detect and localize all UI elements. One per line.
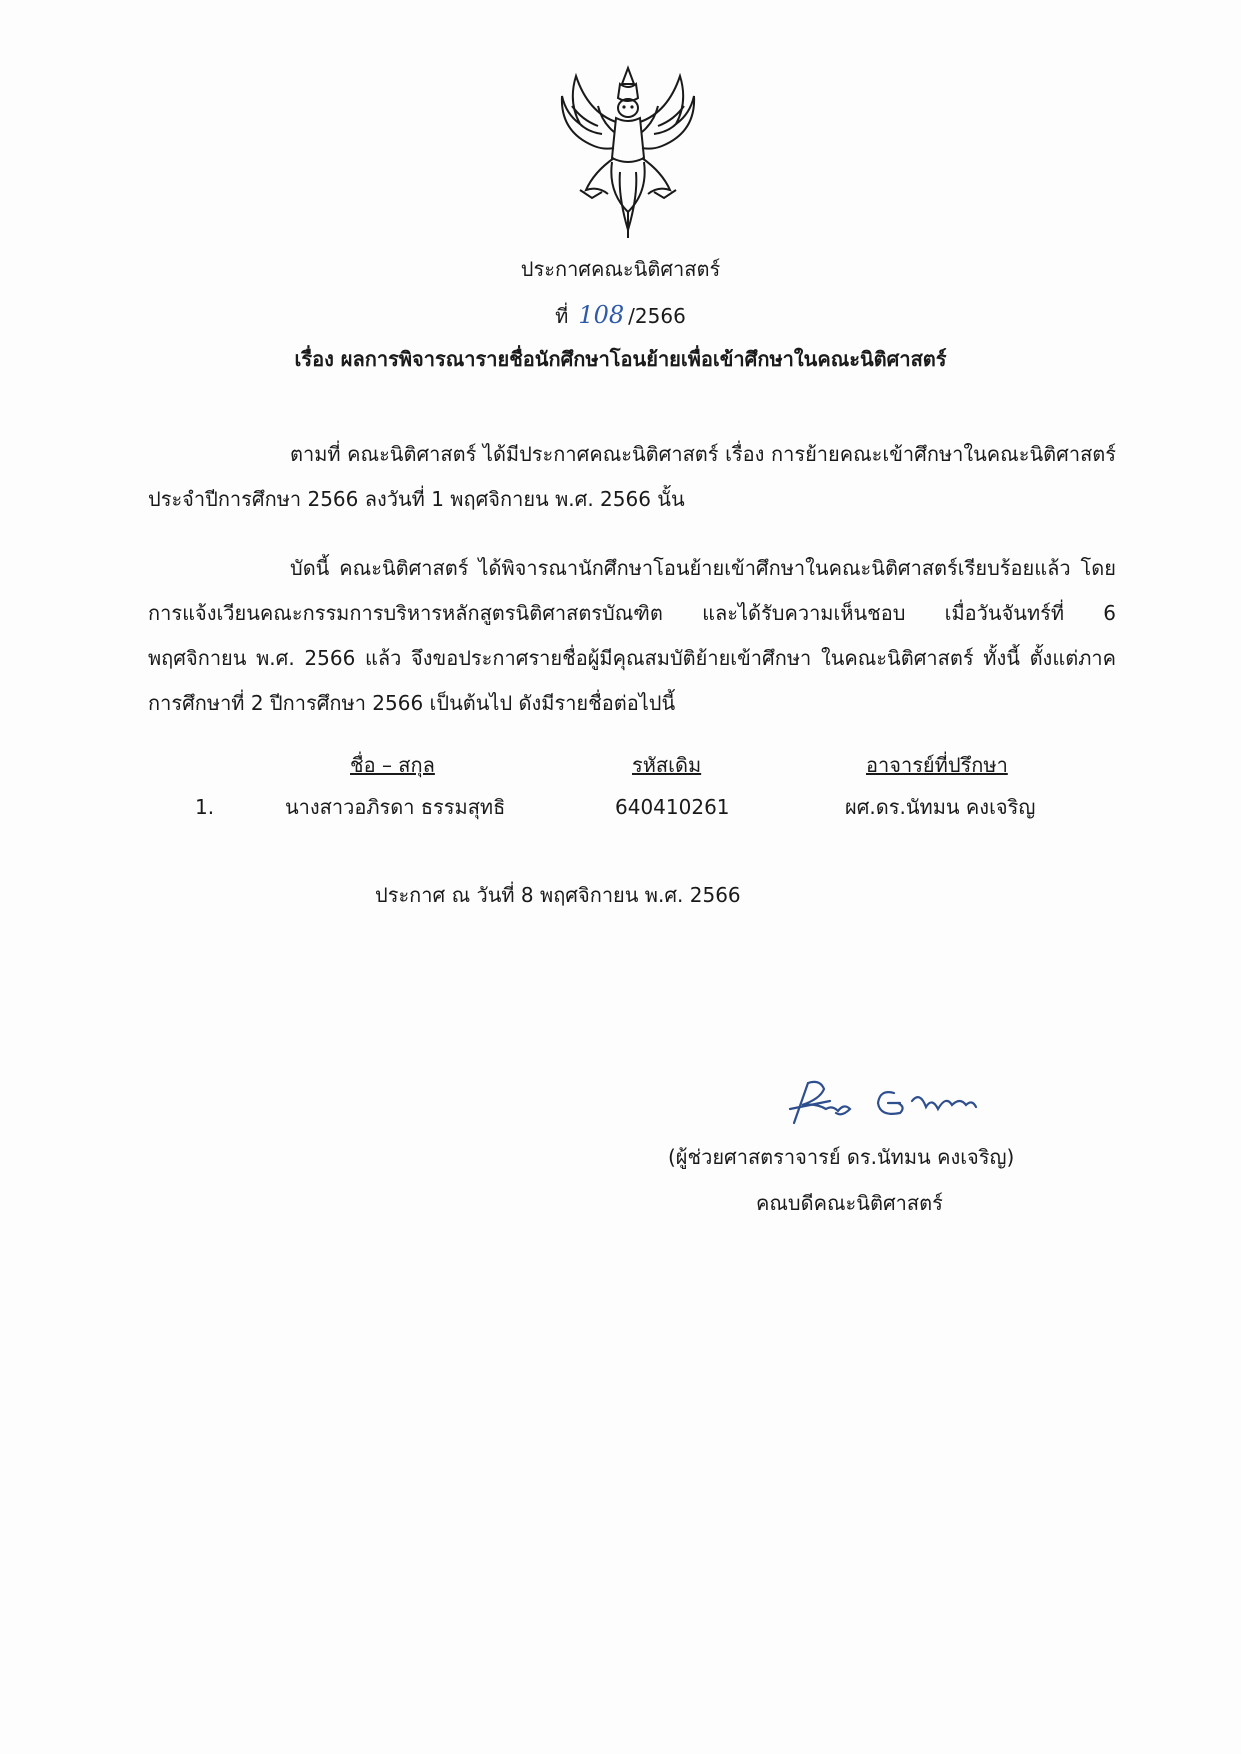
number-prefix: ที่ (555, 304, 569, 328)
announcement-number (0, 300, 1241, 331)
column-header-name: ชื่อ – สกุล (350, 753, 435, 777)
announcement-date: ประกาศ ณ วันที่ 8 พฤศจิกายน พ.ศ. 2566 (375, 883, 741, 907)
signer-title: คณบดีคณะนิติศาสตร์ (756, 1191, 943, 1215)
column-header-advisor: อาจารย์ที่ปรึกษา (866, 753, 1008, 777)
garuda-emblem (558, 62, 698, 240)
handwritten-signature (780, 1075, 990, 1135)
advisor-name: ผศ.ดร.นัทมน คงเจริญ (845, 795, 1036, 819)
student-name: นางสาวอภิรดา ธรรมสุทธิ (285, 795, 506, 819)
paragraph-1: ตามที่ คณะนิติศาสตร์ ได้มีประกาศคณะนิติศาสตร์ เรื่อง การย้ายคณะเข้าศึกษาในคณะนิติศาสตร์ ประจำปีการศึกษา 2566 ลงวันที่ 1 พฤศจิกายน พ.ศ. 2566 นั้น (148, 442, 1116, 511)
signer-name: (ผู้ช่วยศาสตราจารย์ ดร.นัทมน คงเจริญ) (668, 1145, 1015, 1169)
student-code: 640410261 (615, 795, 730, 819)
row-number: 1. (195, 795, 215, 819)
announcement-subject: เรื่อง ผลการพิจารณารายชื่อนักศึกษาโอนย้ายเพื่อเข้าศึกษาในคณะนิติศาสตร์ (294, 347, 947, 371)
paragraph-2: บัดนี้ คณะนิติศาสตร์ ได้พิจารณานักศึกษาโอนย้ายเข้าศึกษาในคณะนิติศาสตร์เรียบร้อยแล้ว โดยการแจ้งเวียนคณะกรรมการบริหารหลักสูตรนิติศาสตรบัณฑิต และได้รับความเห็นชอบ เมื่อวันจันทร์ที่ 6 พฤศจิกายน พ.ศ. 2566 แล้ว จึงขอประกาศรายชื่อผู้มีคุณสมบัติย้ายเข้าศึกษา ในคณะนิติศาสตร์ ทั้งนี้ ตั้งแต่ภาคการศึกษาที่ 2 ปีการศึกษา 2566 เป็นต้นไป ดังมีรายชื่อต่อไปนี้ (148, 556, 1116, 715)
handwritten-number: 108 (578, 301, 625, 329)
number-suffix: /2566 (628, 304, 686, 328)
announcement-title: ประกาศคณะนิติศาสตร์ (520, 257, 721, 281)
column-header-code: รหัสเดิม (632, 753, 702, 777)
